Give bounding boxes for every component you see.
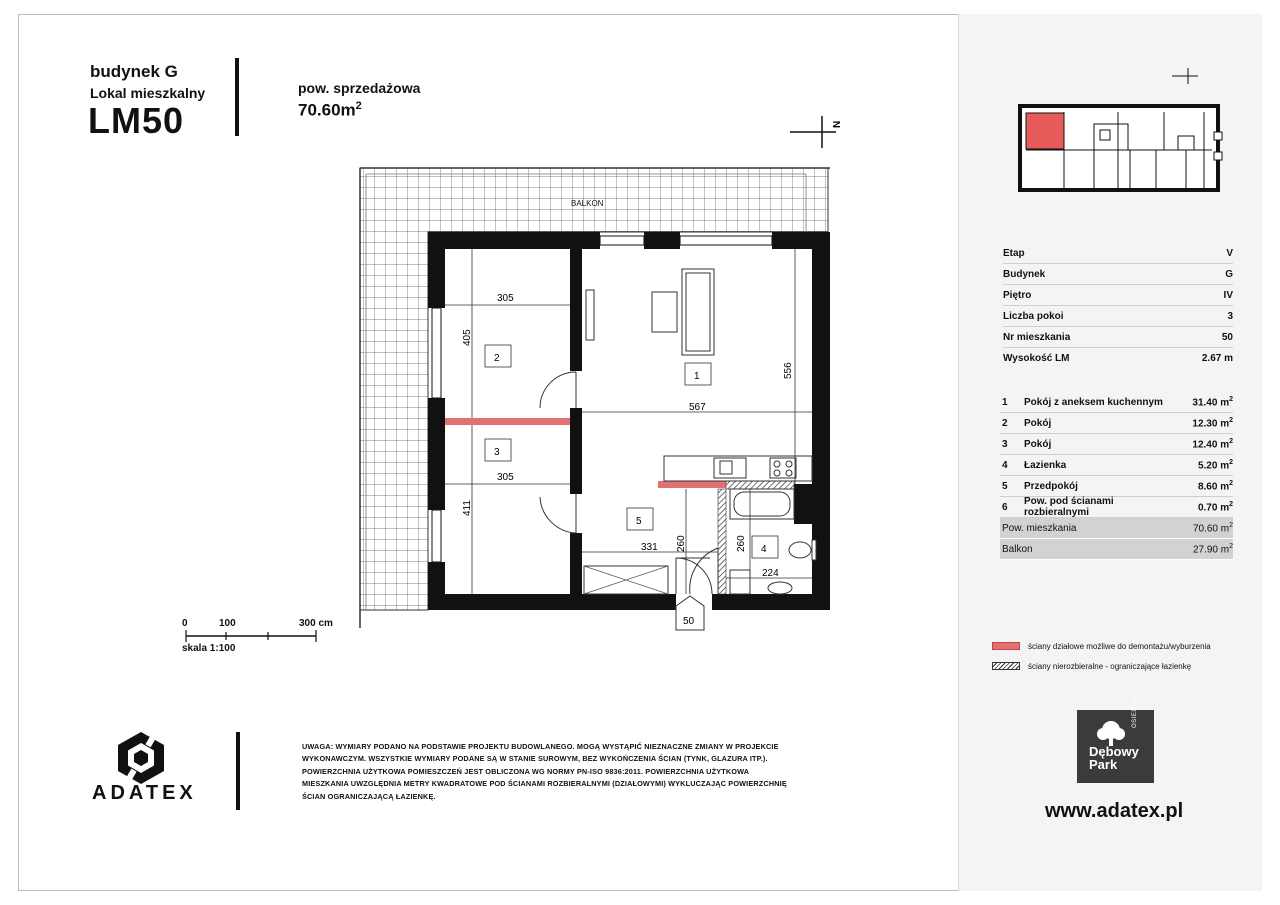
unit-code: LM50	[88, 100, 185, 141]
dimension-label: 224	[762, 568, 779, 579]
footer-divider	[236, 732, 240, 810]
scale-tick-label: 0	[182, 618, 188, 629]
debowy-park-logo: OSIEDLE Dębowy Park	[1077, 710, 1154, 783]
info-row: Budynek G	[1003, 264, 1233, 285]
info-row: Liczba pokoi 3	[1003, 306, 1233, 327]
fixtures	[584, 269, 816, 594]
scale-tick-label: 300 cm	[299, 618, 333, 629]
removable-wall-swatch-icon	[992, 642, 1020, 650]
unit-type-label: Lokal mieszkalny	[90, 85, 206, 101]
legend-item: ściany nierozbieralne - ograniczające łazienkę	[992, 656, 1211, 676]
room-number: 4	[761, 544, 767, 555]
sales-area-label: pow. sprzedażowa	[298, 80, 421, 96]
dimension-label: 405	[462, 329, 473, 346]
scale-label: skala 1:100	[182, 643, 236, 654]
room-number: 5	[636, 516, 642, 527]
dimension-label: 305	[497, 472, 514, 483]
dimension-label: 260	[676, 535, 687, 552]
north-arrow-icon	[790, 116, 836, 148]
key-plan-north-icon	[1172, 68, 1198, 84]
website-link[interactable]: www.adatex.pl	[1045, 800, 1184, 822]
removable-wall	[658, 481, 726, 488]
balcony-label: BALKON	[571, 199, 604, 208]
room-row: 1 Pokój z aneksem kuchennym 31.40 $m^2$	[1000, 392, 1233, 413]
room-row: 2 Pokój 12.30 $m^2$	[1000, 413, 1233, 434]
room-row: 6 Pow. pod ścianami rozbieralnymi 0.70 $m^2$	[1002, 496, 1233, 518]
dimension-label: 331	[641, 542, 658, 553]
hatched-wall-swatch-icon	[992, 662, 1020, 670]
room-number: 3	[494, 447, 500, 458]
bathroom-wall	[726, 481, 794, 489]
room-row: 3 Pokój 12.40 $m^2$	[1000, 434, 1233, 455]
total-row: Balkon 27.90 $m^2$	[1000, 539, 1233, 560]
scale-tick-label: 100	[219, 618, 236, 629]
entry-number: 50	[683, 616, 695, 627]
info-row: Etap V	[1003, 243, 1233, 264]
info-row: Wysokość LM 2.67 m	[1003, 353, 1233, 364]
adatex-wordmark: ADATEX	[92, 782, 197, 804]
unit-info-table	[1003, 243, 1233, 369]
sales-area-value: $70.60m^2$	[298, 100, 362, 120]
room-row: 5 Przedpokój 8.60 $m^2$	[1000, 476, 1233, 497]
legend	[992, 636, 1211, 676]
info-row: Nr mieszkania 50	[1003, 327, 1233, 348]
adatex-logo-icon	[118, 732, 164, 784]
total-row: Pow. mieszkania 70.60 $m^2$	[1000, 518, 1233, 539]
room-number: 1	[694, 371, 700, 382]
dimension-label: 556	[783, 362, 794, 379]
scale-bar	[186, 630, 316, 642]
info-row: Piętro IV	[1003, 285, 1233, 306]
bathroom-wall	[718, 489, 726, 594]
legend-item: ściany działowe możliwe do demontażu/wyburzenia	[992, 636, 1211, 656]
building-label: budynek G	[90, 62, 178, 81]
removable-wall	[445, 418, 570, 425]
dimension-label: 567	[689, 402, 706, 413]
dimension-label: 260	[736, 535, 747, 552]
north-label: N	[832, 120, 843, 128]
room-number: 2	[494, 353, 500, 364]
key-plan	[1020, 106, 1222, 190]
dimension-label: 305	[497, 293, 514, 304]
disclaimer-notice: UWAGA: WYMIARY PODANO NA PODSTAWIE PROJEKTU BUDOWLANEGO. MOGĄ WYSTĄPIĆ NIEZNACZNE ZMIANY W PROJEKCIE WYKONAWCZYM. WSZYSTKIE WYMIARY PODANE SĄ W STANIE SUROWYM, BEZ WYKOŃCZENIA ŚCIAN (TYNK, GLAZURA ITP.). POWIERZCHNIA UŻYTKOWA POMIESZCZEŃ JEST OBLICZONA WG NORMY PN-ISO 9836:2011. POWIERZCHNIA UŻYTKOWA MIESZKANIA UWZGLĘDNIA METRY KWADRATOWE POD ŚCIANAMI ROZBIERALNYMI (DZIAŁOWYMI) WYKLUCZAJĄC POWIERZCHNIĘ ŚCIAN OGRANICZAJĄCĄ ŁAZIENKĘ.	[302, 742, 787, 801]
rooms-table	[1000, 392, 1233, 560]
dimension-label: 411	[462, 500, 473, 516]
room-row: 4 Łazienka 5.20 $m^2$	[1000, 455, 1233, 476]
room-number-boxes	[485, 345, 778, 558]
